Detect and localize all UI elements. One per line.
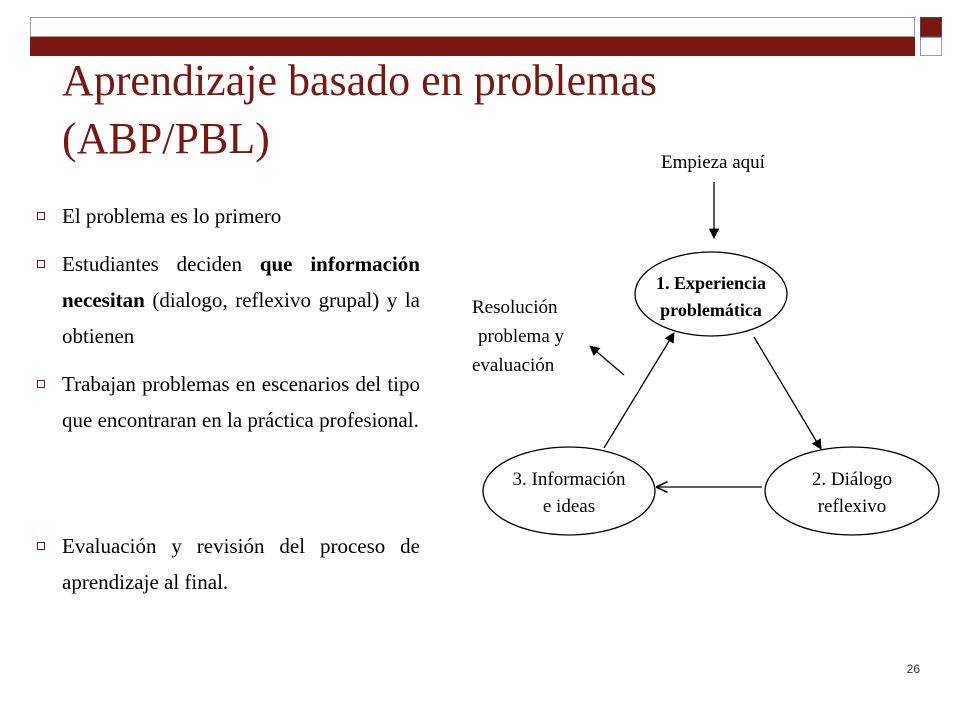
node-dialogo-line1: 2. Diálogo <box>811 469 893 490</box>
slide-title: Aprendizaje basado en problemas (ABP/PBL) <box>62 56 657 163</box>
bullet-text-bold: que información necesitan <box>62 252 420 312</box>
node-dialogo-line2: reflexivo <box>817 496 887 517</box>
resolution-line3: evaluación <box>472 355 555 376</box>
bullet-text-post: (dialogo, reflexivo grupal) y la obtienen <box>62 288 420 348</box>
node-experiencia <box>635 252 787 336</box>
bullet-text: Evaluación y revisión del proceso de aprendizaje al final. <box>62 534 420 594</box>
start-label: Empieza aquí <box>661 152 765 173</box>
resolution-line1: Resolución <box>472 297 558 318</box>
bullet-text-pre: Estudiantes deciden <box>62 252 260 276</box>
bullet-text: El problema es lo primero <box>62 204 282 228</box>
arrow-3-to-1 <box>604 333 674 448</box>
node-informacion-line1: 3. Información <box>512 469 626 490</box>
resolution-line2: problema y <box>478 326 565 347</box>
node-informacion-line2: e ideas <box>542 496 596 517</box>
arrow-1-to-2 <box>754 337 821 449</box>
node-informacion <box>483 447 655 535</box>
page-number: 26 <box>906 662 920 676</box>
node-experiencia-line2: problemática <box>660 300 762 320</box>
node-experiencia-line1: 1. Experiencia <box>656 273 766 293</box>
bullet-text: Trabajan problemas en escenarios del tipo que encontraran en la práctica profesional. <box>62 372 420 432</box>
arrow-to-resolution <box>590 346 624 375</box>
node-dialogo <box>765 447 939 535</box>
